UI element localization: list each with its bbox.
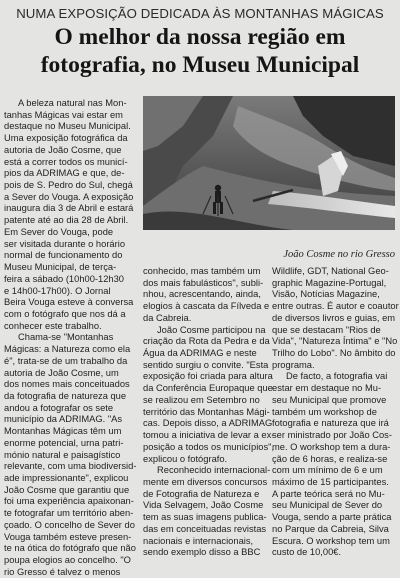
column-3	[272, 266, 399, 559]
text-line: sendo exemplo disso a BBC	[143, 547, 261, 558]
text-line: se realizou em Setembro no	[143, 394, 260, 405]
text-line: dos mais fabulásticos", subli-	[143, 277, 264, 288]
text-line: entre outras. É autor e coautor	[272, 301, 399, 312]
kicker: NUMA EXPOSIÇÃO DEDICADA ÀS MONTANHAS MÁGICAS	[16, 6, 384, 21]
text-line: máximo de 15 participantes.	[272, 476, 389, 487]
text-line: Wildlife, GDT, National Geo-	[272, 266, 389, 276]
text-line: programa.	[272, 359, 315, 370]
text-line: Mágicas: a Natureza como ela	[4, 344, 131, 355]
text-line: graphic Magazine-Portugal,	[272, 277, 387, 288]
text-line: Água da ADRIMAG e neste	[143, 348, 257, 359]
text-line: de diversos livros e guias, em	[272, 312, 396, 323]
text-line: Vouga também esteve presen-	[4, 531, 132, 542]
text-line: enorme potencial, urna patri-	[4, 437, 124, 448]
text-line: tanhas Mágicas vai estar em	[4, 109, 123, 120]
text-line: da fotografia de natureza que	[4, 390, 127, 401]
text-line: poupa elogios ao concelho. "O	[4, 555, 131, 566]
text-line: pios da ADRIMAG e que, de-	[4, 168, 125, 179]
text-line: fotografia e natureza que irá	[272, 418, 389, 429]
text-line: custo de 10,00€.	[272, 547, 342, 558]
text-line: normal de funcionamento do	[4, 250, 123, 261]
text-line: Visão, Notícias Magazine,	[272, 289, 380, 300]
text-line: andou a fotografar os sete	[4, 402, 114, 413]
text-line: da Cabreia.	[143, 312, 192, 323]
headline-line: O melhor da nossa região em	[54, 24, 346, 50]
article-photo	[143, 96, 395, 230]
text-line: A beleza natural nas Mon-	[18, 98, 127, 108]
text-line: Chama-se "Montanhas	[18, 332, 114, 343]
headline	[0, 23, 400, 79]
text-line: destaque no Museu Municipal.	[4, 121, 131, 132]
text-line: criação da Rota da Pedra e da	[143, 336, 270, 347]
text-line: Museu Municipal, de terça-	[4, 262, 117, 273]
text-line: Beira Vouga esteve à conversa	[4, 297, 134, 308]
text-line: tomou a iniciativa de levar a ex-	[143, 430, 275, 441]
text-line: seu Municipal de Sever do	[272, 500, 383, 511]
text-line: me. O workshop tem a dura-	[272, 441, 391, 452]
text-line: ção de 6 horas, e realiza-se	[272, 453, 388, 464]
text-line: Vida", "Natureza Íntima" e "No	[272, 336, 398, 347]
text-line: Vouga, sendo a parte prática	[272, 512, 392, 523]
text-line: posição a todos os municípios",	[143, 441, 275, 452]
text-line: também um workshop de	[272, 406, 377, 417]
text-line: te na ótica do fotógrafo que não	[4, 543, 136, 554]
text-line: pois de S. Pedro do Sul, chegá	[4, 180, 133, 191]
text-line: das em conceituadas revistas	[143, 523, 267, 534]
text-line: tem as suas imagens publica-	[143, 512, 267, 523]
text-line: Reconhecido internacional-	[157, 465, 271, 476]
text-line: autoria de João Cosme, um	[4, 367, 119, 378]
column-1	[4, 98, 138, 578]
text-line: é", trata-se de um trabalho da	[4, 355, 128, 366]
text-line: João Cosme participou na	[157, 324, 266, 335]
headline-line: fotografia, no Museu Municipal	[40, 52, 360, 78]
text-line: município da ADRIMAG. "As	[4, 414, 123, 425]
text-line: Uma exposição fotográfica da	[4, 133, 128, 144]
text-line: explicou o fotógrafo.	[143, 453, 228, 464]
text-line: nhou, acrescentando, ainda,	[143, 289, 261, 300]
text-line: sentido surgiu o convite. "Esta	[143, 359, 269, 370]
text-line: autoria de João Cosme, que	[4, 144, 122, 155]
text-line: Trilho do Lobo". No âmbito do	[272, 348, 396, 359]
text-line: Em Sever do Vouga, pode	[4, 226, 114, 237]
text-line: Escura. O workshop tem um	[272, 535, 390, 546]
text-line: ser visitada durante o horário	[4, 238, 126, 249]
text-line: exposição foi criada para altura	[143, 371, 273, 382]
text-line: da Conferência Europaque que	[143, 383, 273, 394]
text-line: mente em diversos concursos	[143, 476, 268, 487]
text-line: de Fotografia de Natureza e	[143, 488, 260, 499]
text-line: De facto, a fotografia vai	[286, 371, 388, 382]
text-line: relevante, com uma biodiversid-	[4, 461, 137, 472]
text-line: rio Gresso é talvez o menos	[4, 566, 121, 577]
text-line: com um mínimo de 6 e um	[272, 465, 383, 476]
text-line: João Cosme que garantiu que	[4, 484, 130, 495]
text-line: Montanhas Mágicas têm um	[4, 426, 122, 437]
text-line: cas. Depois disso, a ADRIMAG	[143, 418, 273, 429]
column-2	[143, 266, 275, 559]
text-line: feira a sábado (10h00-12h30	[4, 273, 125, 284]
text-line: conhecido, mas também um	[143, 266, 261, 276]
photo-caption: João Cosme no rio Gresso	[283, 249, 395, 260]
text-line: foi uma experiência apaixonan-	[4, 496, 134, 507]
text-line: dos nomes mais conceituados	[4, 379, 130, 390]
text-line: com o fotógrafo que nos dá a	[4, 308, 126, 319]
text-line: inaugura dia 3 de Abril e estará	[4, 203, 134, 214]
text-line: mónio natural e paisagístico	[4, 449, 121, 460]
text-line: a Sever do Vouga. A exposição	[4, 191, 134, 202]
text-line: ser ministrado por João Cos-	[272, 430, 392, 441]
text-line: elogios à cascata da Fílveda e	[143, 301, 270, 312]
text-line: no Parque da Cabreia, Silva	[272, 523, 389, 534]
text-line: está a correr todos os municí-	[4, 156, 128, 167]
text-line: estar em destaque no Mu-	[272, 383, 382, 394]
text-line: e 14h00-17h00). O Jornal	[4, 285, 111, 296]
text-line: território das Montanhas Mági-	[143, 406, 270, 417]
text-line: ade impressionante", explicou	[4, 473, 129, 483]
text-line: patente até ao dia 28 de Abril.	[4, 215, 129, 226]
text-line: çoado. O concelho de Sever do	[4, 519, 135, 530]
text-line: conhecer este trabalho.	[4, 320, 102, 331]
text-line: te fotografar um território aben-	[4, 508, 134, 519]
text-line: que se destacam "Rios de	[272, 324, 381, 335]
text-line: nacionais e internacionais,	[143, 535, 254, 546]
text-line: A parte teórica será no Mu-	[272, 488, 385, 499]
text-line: seu Municipal que promove	[272, 394, 387, 405]
text-line: Vida Selvagem, João Cosme	[143, 500, 264, 511]
